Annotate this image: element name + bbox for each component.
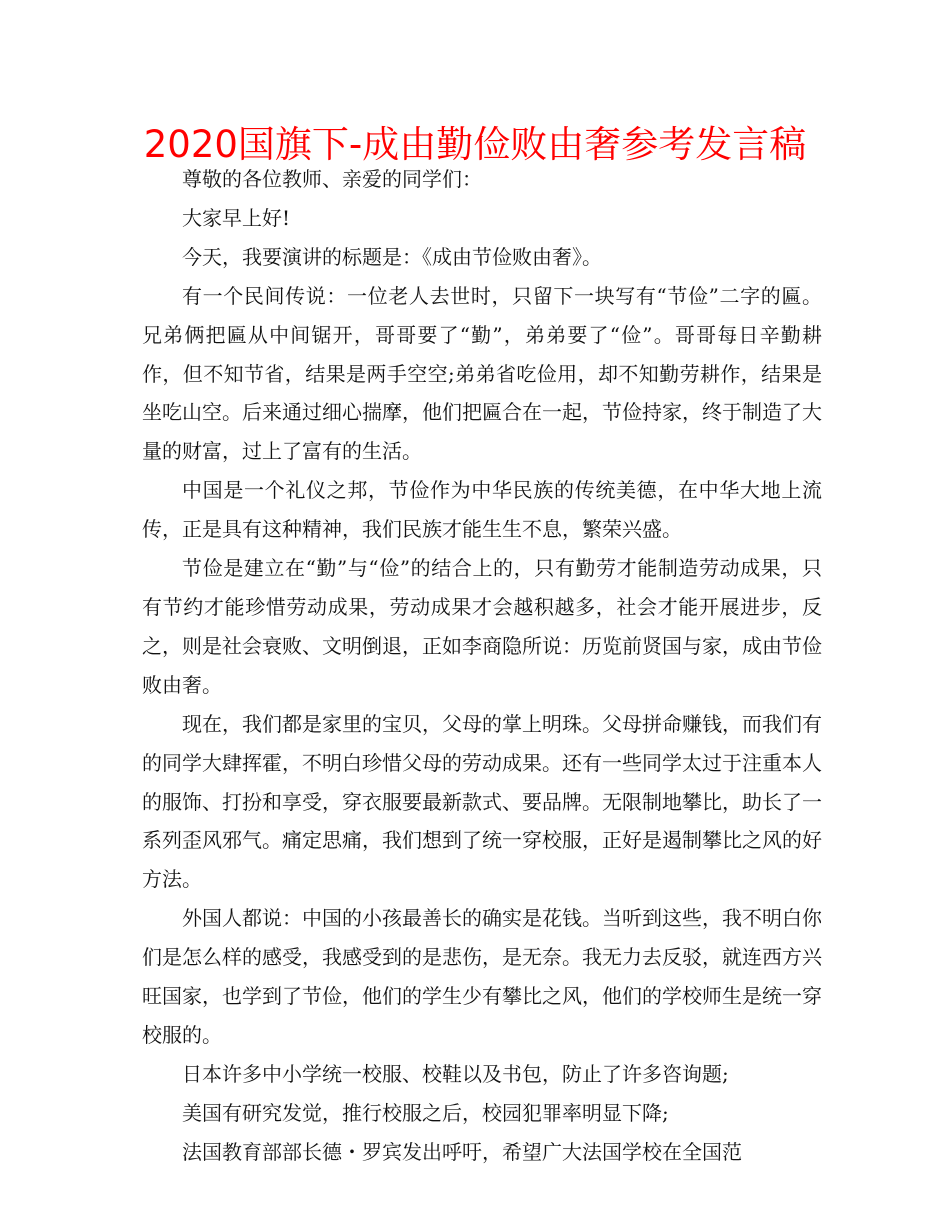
paragraph-diligence: 节俭是建立在“勤”与“俭”的结合上的，只有勤劳才能制造劳动成果，只有节约才能珍惜劳动成果，劳动成果才会越积越多，社会才能开展进步，反之，则是社会衰败、文明倒退，正如李商隐所说：历览前贤国与家，成由节俭败由奢。 [142, 556, 822, 697]
paragraph-france: 法国教育部部长德・罗宾发出呼吁，希望广大法国学校在全国范 [182, 1139, 742, 1164]
paragraph-topic: 今天，我要演讲的标题是：《成由节俭败由奢》。 [182, 244, 602, 269]
paragraph-japan: 日本许多中小学统一校服、校鞋以及书包，防止了许多咨询题; [182, 1061, 729, 1086]
paragraph-usa: 美国有研究发觉，推行校服之后，校园犯罪率明显下降; [182, 1100, 669, 1125]
document-title: 2020国旗下-成由勤俭败由奢参考发言稿 [143, 123, 807, 166]
paragraph-tradition: 中国是一个礼仪之邦，节俭作为中华民族的传统美德，在中华大地上流传，正是具有这种精神，我们民族才能生生不息，繁荣兴盛。 [142, 478, 822, 542]
paragraph-present: 现在，我们都是家里的宝贝，父母的掌上明珠。父母拼命赚钱，而我们有的同学大肆挥霍，不明白珍惜父母的劳动成果。还有一些同学太过于注重本人的服饰、打扮和享受，穿衣服要最新款式、要品牌。无限制地攀比，助长了一系列歪风邪气。痛定思痛，我们想到了统一穿校服，正好是遏制攀比之风的好方法。 [142, 711, 822, 892]
paragraph-legend: 有一个民间传说：一位老人去世时，只留下一块写有“节俭”二字的匾。兄弟俩把匾从中间锯开，哥哥要了“勤”，弟弟要了“俭”。哥哥每日辛勤耕作，但不知节省，结果是两手空空;弟弟省吃俭用，却不知勤劳耕作，结果是坐吃山空。后来通过细心揣摩，他们把匾合在一起，节俭持家，终于制造了大量的财富，过上了富有的生活。 [142, 283, 822, 464]
document-body [142, 160, 822, 1172]
paragraph-greeting: 大家早上好! [182, 205, 291, 230]
paragraph-foreigners: 外国人都说：中国的小孩最善长的确实是花钱。当听到这些，我不明白你们是怎么样的感受，我感受到的是悲伤，是无奈。我无力去反驳，就连西方兴旺国家，也学到了节俭，他们的学生少有攀比之风，他们的学校师生是统一穿校服的。 [142, 906, 822, 1047]
paragraph-salutation: 尊敬的各位教师、亲爱的同学们： [182, 167, 482, 191]
